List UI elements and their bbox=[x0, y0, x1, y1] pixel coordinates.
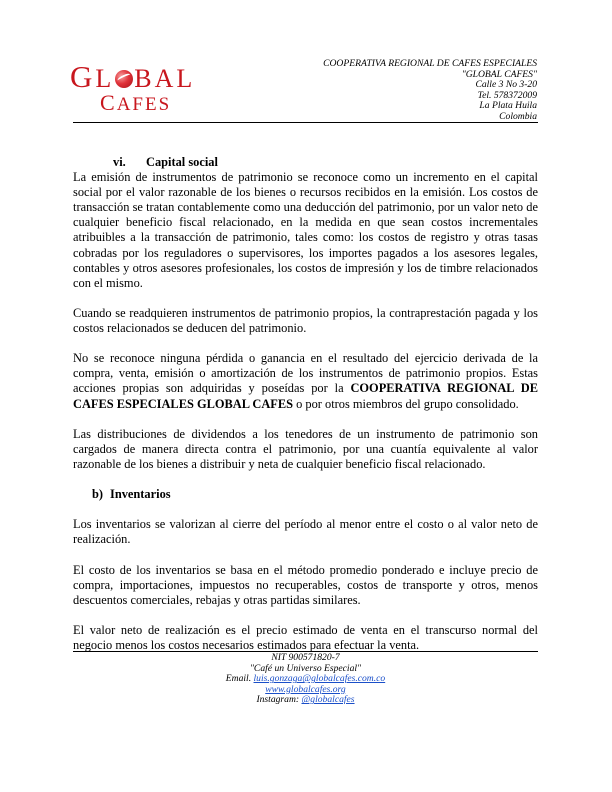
globe-icon bbox=[115, 70, 133, 88]
section-heading-inventarios bbox=[73, 487, 538, 502]
paragraph bbox=[73, 351, 538, 411]
company-name: COOPERATIVA REGIONAL DE CAFES ESPECIALES bbox=[323, 58, 537, 69]
section-number: b) bbox=[92, 487, 104, 502]
document-body bbox=[73, 155, 538, 668]
section-title: Capital social bbox=[146, 155, 218, 169]
footer-nit: NIT 900571820-7 bbox=[271, 652, 340, 663]
paragraph: Las distribuciones de dividendos a los tenedores de un instrumento de patrimonio son cargados de manera directa contra el patrimonio, por una cuantía equivalente al valor razonable de los bienes a distribuir y neta de cualquier beneficio fiscal relacionado. bbox=[73, 426, 538, 471]
page-footer bbox=[73, 653, 538, 706]
paragraph: La emisión de instrumentos de patrimonio se reconoce como un incremento en el capital social por el valor razonable de los bienes o recursos recibidos en la emisión. Los costos de transacción se tratan contablemente como una deducción del patrimonio, por un valor neto de cualquier beneficio fiscal relacionado, en la medida en que sean costos incrementales atribuibles a la transacción de patrimonio, tales como: los costos de registro y otras tasas cobradas por los reguladores o supervisores, los importes pagados a los asesores legales, contables y otros asesores profesionales, los costos de impresión y los de timbre relacionados con el mismo. bbox=[73, 170, 538, 290]
section-heading-capital-social bbox=[73, 155, 538, 170]
section-number: vi. bbox=[113, 155, 126, 169]
instagram-link[interactable]: @globalcafes bbox=[301, 694, 355, 706]
header-divider bbox=[73, 122, 538, 123]
company-country: Colombia bbox=[499, 110, 537, 122]
company-short-name: "GLOBAL CAFES" bbox=[461, 68, 537, 80]
paragraph: El valor neto de realización es el precio estimado de venta en el transcurso normal del negocio menos los costos necesarios estimados para efectuar la venta. bbox=[73, 622, 538, 652]
paragraph-text: No se reconoce ninguna pérdida o ganancia en el resultado del ejercicio derivada de la compra, venta, emisión o amortización de los instrumentos de patrimonio propios. Estas acciones propias son adquiridas y poseídas por la bbox=[73, 351, 538, 396]
section-title: Inventarios bbox=[110, 487, 171, 502]
paragraph: Los inventarios se valorizan al cierre del período al menor entre el costo o al valor neto de realización. bbox=[73, 517, 538, 547]
paragraph-text: o por otros miembros del grupo consolidado. bbox=[293, 396, 519, 411]
global-cafes-logo bbox=[70, 59, 200, 115]
company-street: Calle 3 No 3-20 bbox=[475, 79, 537, 91]
email-label: Email. bbox=[225, 673, 254, 685]
company-phone: Tel. 578372009 bbox=[477, 89, 537, 101]
footer-instagram-line bbox=[73, 695, 538, 706]
email-link[interactable]: luis.gonzaga@globalcafes.com.co bbox=[253, 673, 386, 685]
logo-line-global: GL BAL bbox=[70, 59, 196, 94]
paragraph: Cuando se readquieren instrumentos de patrimonio propios, la contraprestación pagada y los costos relacionados se deducen del patrimonio. bbox=[73, 305, 538, 336]
logo-line-cafes: CAFES bbox=[100, 90, 172, 115]
company-name-bold: COOPERATIVA REGIONAL DE CAFES ESPECIALES GLOBAL CAFES bbox=[73, 381, 538, 411]
paragraph: El costo de los inventarios se basa en el método promedio ponderado e incluye precio de compra, importaciones, impuestos no recuperables, costos de transporte y otros, menos descuentos comerciales, rebajas y otras partidas similares. bbox=[73, 562, 538, 607]
website-link[interactable]: www.globalcafes.org bbox=[265, 683, 346, 695]
company-address-block bbox=[323, 59, 537, 123]
footer-slogan: "Café un Universo Especial" bbox=[249, 662, 362, 674]
company-city: La Plata Huila bbox=[479, 100, 537, 112]
instagram-label: Instagram: bbox=[256, 694, 302, 706]
